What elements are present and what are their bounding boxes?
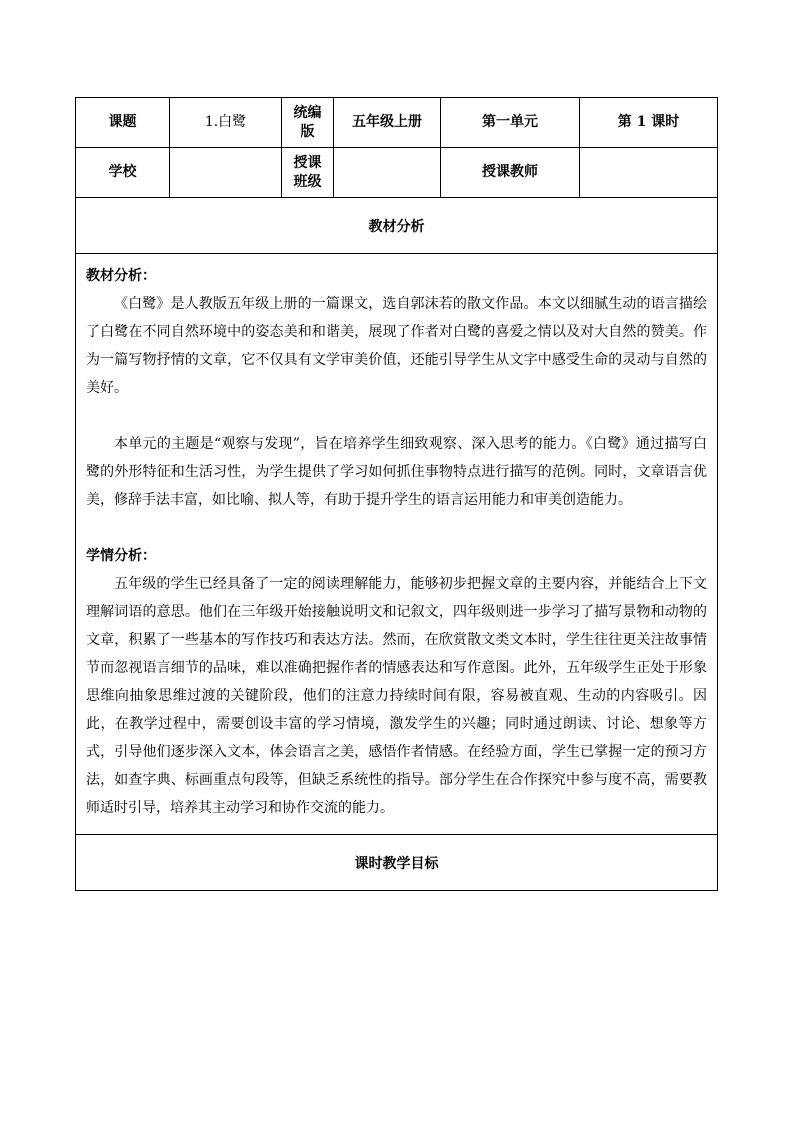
header-row-1 [76, 98, 718, 148]
topic-label: 课题 [76, 98, 170, 148]
analysis-body [76, 254, 718, 835]
class-label: 授课班级 [282, 148, 334, 198]
spacer [86, 514, 707, 542]
unit-value: 第一单元 [441, 98, 580, 148]
lesson-plan-table [75, 97, 718, 891]
student-heading: 学情分析： [86, 548, 156, 564]
spacer [86, 402, 707, 430]
student-paragraph-1: 五年级的学生已经具备了一定的阅读理解能力，能够初步把握文章的主要内容，并能结合上下文理解词语的意思。他们在三年级开始接触说明文和记叙文，四年级则进一步学习了描写景物和动物的文章，积累了一些基本的写作技巧和表达方法。然而，在欣赏散文类文本时，学生往往更关注故事情节而忽视语言细节的品味，难以准确把握作者的情感表达和写作意图。此外，五年级学生正处于形象思维向抽象思维过渡的关键阶段，他们的注意力持续时间有限，容易被直观、生动的内容吸引。因此，在教学过程中，需要创设丰富的学习情境，激发学生的兴趣；同时通过朗读、讨论、想象等方式，引导他们逐步深入文本，体会语言之美，感悟作者情感。在经验方面，学生已掌握一定的预习方法，如查字典、标画重点句段等，但缺乏系统性的指导。部分学生在合作探究中参与度不高，需要教师适时引导，培养其主动学习和协作交流的能力。 [86, 576, 707, 816]
grade-value: 五年级上册 [334, 98, 441, 148]
analysis-body-row [76, 254, 718, 835]
topic-value: 1.白鹭 [170, 98, 282, 148]
objectives-title: 课时教学目标 [76, 835, 718, 891]
material-paragraph-1: 《白鹭》是人教版五年级上册的一篇课文，选自郭沫若的散文作品。本文以细腻生动的语言描绘了白鹭在不同自然环境中的姿态美和和谐美，展现了作者对白鹭的喜爱之情以及对大自然的赞美。作为一篇写物抒情的文章，它不仅具有文学审美价值，还能引导学生从文字中感受生命的灵动与自然的美好。 [86, 296, 707, 396]
material-paragraph-2: 本单元的主题是“观察与发现”，旨在培养学生细致观察、深入思考的能力。《白鹭》通过描写白鹭的外形特征和生活习性，为学生提供了学习如何抓住事物特点进行描写的范例。同时，文章语言优美，修辞手法丰富，如比喻、拟人等，有助于提升学生的语言运用能力和审美创造能力。 [86, 436, 707, 508]
teacher-value [580, 148, 718, 198]
analysis-title: 教材分析 [76, 198, 718, 254]
teacher-label: 授课教师 [441, 148, 580, 198]
lesson-value: 第 1 课时 [580, 98, 718, 148]
school-value [170, 148, 282, 198]
school-label: 学校 [76, 148, 170, 198]
edition-label: 统编版 [282, 98, 334, 148]
header-row-2 [76, 148, 718, 198]
material-heading: 教材分析： [86, 268, 156, 284]
class-value [334, 148, 441, 198]
analysis-title-row [76, 198, 718, 254]
objectives-title-row [76, 835, 718, 891]
